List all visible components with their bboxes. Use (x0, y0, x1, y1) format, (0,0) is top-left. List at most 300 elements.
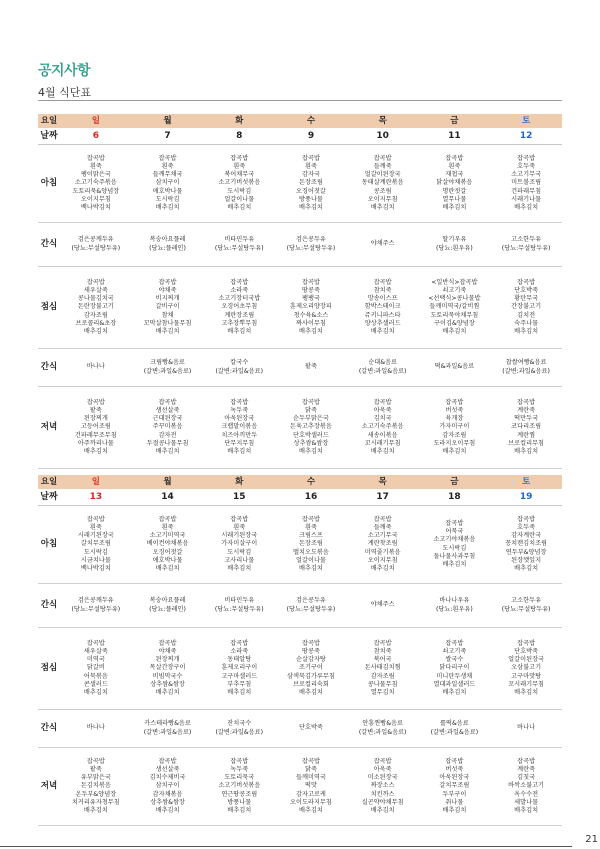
menu-item: 잡곡밥 (445, 639, 464, 647)
weekday-tue: 화 (203, 114, 275, 128)
title-divider (38, 100, 562, 101)
menu-item: 된장찌개 (155, 656, 180, 664)
menu-cell (275, 710, 347, 748)
menu-cell (419, 387, 491, 469)
menu-item: 단무지무침 (224, 439, 255, 447)
menu-item: 야채죽 (158, 286, 177, 294)
menu-item: 짜사이무침 (296, 319, 326, 327)
menu-item: 소고기무국 (367, 532, 398, 540)
menu-item: 바나나우유 (439, 597, 470, 605)
menu-item: 시래기된장국 (77, 532, 114, 540)
menu-cell (347, 628, 419, 710)
menu-item: 잡곡밥 (301, 639, 320, 647)
menu-item: 양상추샐러드 (364, 319, 401, 327)
menu-item: 팥죽 (89, 765, 102, 773)
menu-cell (60, 349, 132, 387)
lunch-row (38, 267, 562, 349)
menu-item: 잡곡밥 (301, 154, 320, 162)
menu-item: 배추김치 (155, 689, 180, 696)
menu-item: 도시락김 (83, 548, 108, 556)
menu-cell (203, 506, 275, 584)
menu-item: 순대&음료 (368, 359, 398, 367)
menu-item: 잡곡밥 (517, 639, 536, 647)
menu-item: 상추쌈&쌈장 (293, 439, 329, 447)
menu-item: 소고기야채볶음 (433, 536, 476, 544)
menu-item: 잡곡밥 (373, 639, 392, 647)
menu-item: 잡곡밥 (230, 154, 249, 162)
snack-label: 간식 (38, 223, 60, 267)
menu-cell (275, 223, 347, 267)
menu-item: 녹두죽 (230, 406, 249, 414)
date-cell: 8 (203, 128, 275, 145)
menu-item: (당뇨:무설탕두유) (286, 605, 336, 613)
menu-item: 치킨까스 (370, 790, 395, 798)
menu-item: 오이지무침 (367, 195, 398, 203)
menu-cell (275, 584, 347, 628)
weekday-sun: 일 (60, 114, 132, 128)
menu-item: 흰죽 (89, 523, 102, 531)
menu-item: 도시락김 (155, 195, 180, 203)
menu-item: 조기구이 (299, 664, 323, 672)
date-cell: 14 (132, 489, 204, 506)
menu-item: 참치죽 (373, 647, 392, 655)
menu-item: 배추김치 (227, 689, 252, 696)
menu-item: 어묵국 (445, 528, 464, 536)
date-label: 날짜 (38, 128, 60, 145)
menu-item: 잡곡밥 (445, 519, 464, 527)
menu-item: 배추김치 (299, 689, 323, 696)
weekday-mon: 월 (132, 475, 204, 489)
weekday-mon: 월 (132, 114, 204, 128)
menu-item: 구이김&양념장 (434, 319, 475, 327)
date-cell: 6 (60, 128, 132, 145)
menu-item: 배추김치 (227, 328, 252, 335)
menu-item: 상추쌈&쌈장 (150, 680, 185, 688)
weekday-header-row (38, 114, 562, 128)
menu-item: 청수육&소스 (293, 311, 329, 319)
menu-item: 브로콜리&초장 (75, 319, 117, 327)
menu-item: 백나박김치 (80, 565, 111, 572)
afternoon-snack-row (38, 710, 562, 748)
menu-item: 소고기버섯볶음 (218, 782, 261, 790)
menu-item: 잡곡밥 (373, 398, 392, 406)
menu-item: 새송이볶음 (367, 431, 398, 439)
menu-cell (275, 349, 347, 387)
menu-cell (203, 387, 275, 469)
menu-cell (203, 628, 275, 710)
menu-item: 감자채볶음 (152, 790, 183, 798)
menu-subtitle: 4월 식단표 (38, 86, 91, 99)
menu-item: 흰죽 (233, 523, 246, 531)
menu-item: (갈변:과일&음료) (215, 728, 264, 736)
lunch-row (38, 628, 562, 710)
menu-item: 얼갈이된장국 (364, 171, 401, 179)
menu-item: (당뇨:흰우유) (435, 605, 473, 613)
menu-item: 계란죽 (517, 765, 536, 773)
morning-snack-row (38, 584, 562, 628)
menu-cell (60, 145, 132, 223)
menu-item: 상추쌈&쌈장 (150, 798, 185, 806)
date-cell: 17 (347, 489, 419, 506)
menu-item: 갈비구이 (155, 303, 180, 311)
menu-item: 계란죽 (517, 406, 536, 414)
menu-item: 동태살계란볶음 (361, 179, 404, 187)
menu-cell (132, 628, 204, 710)
menu-item: 잡곡밥 (158, 278, 177, 286)
menu-item: 김치수제비국 (149, 774, 186, 782)
menu-item: 방풍나물 (227, 798, 252, 806)
date-cell: 10 (347, 128, 419, 145)
menu-item: 애호박나물 (152, 187, 183, 195)
page-number: 21 (585, 834, 598, 845)
menu-item: 꼬시래기무침 (508, 680, 545, 688)
menu-item: 건파래무침 (511, 187, 542, 195)
menu-item: 소라죽 (230, 286, 249, 294)
menu-item: 두부구이 (442, 790, 467, 798)
menu-item: 배추김치 (370, 328, 395, 335)
menu-item: 계란찻조림 (367, 540, 398, 548)
menu-cell (203, 748, 275, 826)
menu-item: 닭다리구이 (439, 664, 470, 672)
menu-item: 잡곡밥 (158, 515, 177, 523)
menu-item: 치즈아끼만두 (221, 431, 258, 439)
menu-item: (갈변:과일&음료) (358, 367, 407, 375)
menu-item: 멜치오도볶음 (293, 548, 329, 556)
menu-cell (132, 267, 204, 349)
menu-item: 백나박김치 (80, 204, 111, 211)
dinner-label: 저녁 (38, 387, 60, 469)
menu-item: 코다리조림 (511, 423, 542, 431)
menu-cell (490, 710, 562, 748)
menu-cell (275, 145, 347, 223)
menu-cell (60, 748, 132, 826)
menu-item: 김치전 (517, 311, 536, 319)
menu-item: 망송이스프 (367, 295, 398, 303)
lunch-label: 점심 (38, 267, 60, 349)
menu-item: 바나나 (86, 363, 105, 371)
menu-item: 고사리나물 (224, 556, 255, 564)
menu-item: 배추김치 (370, 565, 395, 572)
menu-item: (당뇨:무설탕두유) (214, 244, 264, 252)
footer-rule (0, 846, 572, 847)
menu-cell (490, 748, 562, 826)
menu-item: 쇠고기죽 (442, 647, 467, 655)
menu-item: 돈란장불고기 (77, 303, 114, 311)
menu-item: 잡곡밥 (86, 154, 105, 162)
date-cell: 19 (490, 489, 562, 506)
menu-item: 잡곡밥 (86, 639, 105, 647)
menu-item: 콘샐러드 (83, 680, 108, 688)
snack-label: 간식 (38, 349, 60, 387)
menu-cell (60, 584, 132, 628)
dinner-row (38, 387, 562, 469)
menu-item: 검은콩두유 (296, 236, 326, 244)
menu-item: 배추김치 (299, 807, 323, 814)
menu-item: 잡곡밥 (230, 639, 249, 647)
menu-item: 칼국수 (230, 359, 249, 367)
menu-item: 계란장조림 (224, 311, 255, 319)
menu-cell (490, 349, 562, 387)
menu-item: (갈변:과일&음료) (430, 728, 479, 736)
menu-item: 배추김치 (227, 204, 252, 211)
menu-item: (갈변:과일&음료) (502, 367, 550, 375)
menu-item: 배추김치 (155, 328, 180, 335)
menu-item: 배추김치 (514, 689, 539, 696)
menu-item: 복숭아요플레 (149, 236, 186, 244)
menu-item: 배추김치 (514, 328, 539, 335)
menu-item: 검은콩깨두유 (77, 236, 114, 244)
menu-item: 배추김치 (442, 560, 467, 568)
menu-item: 감자국 (301, 171, 320, 179)
menu-cell (275, 748, 347, 826)
menu-cell (132, 584, 204, 628)
menu-item: 오삼불고기 (511, 664, 542, 672)
menu-item: 감자조림 (442, 431, 467, 439)
menu-item: 흰죽 (161, 523, 174, 531)
menu-cell (132, 349, 204, 387)
menu-cell (275, 628, 347, 710)
menu-item: 어묵볶음 (83, 672, 108, 680)
menu-item: 오징어젓갈 (152, 548, 183, 556)
menu-item: 오징어초무침 (221, 303, 258, 311)
menu-cell (347, 748, 419, 826)
menu-cell (419, 584, 491, 628)
dinner-row (38, 748, 562, 826)
section-title: 공지사항 (38, 63, 91, 79)
menu-item: 들깨무채국 (152, 171, 183, 179)
menu-item: 아욱죽 (373, 765, 392, 773)
menu-cell (132, 710, 204, 748)
menu-item: 들깨죽 (373, 523, 392, 531)
menu-item: (당뇨:무설탕두유) (214, 605, 264, 613)
date-row (38, 128, 562, 145)
menu-cell (419, 506, 491, 584)
menu-item: 복숭아요플레 (149, 597, 186, 605)
menu-cell (347, 506, 419, 584)
date-cell: 12 (490, 128, 562, 145)
menu-item: 잡곡밥 (86, 278, 105, 286)
menu-item: 도토리묵&양념장 (72, 187, 120, 195)
menu-item: 치커리유자청무침 (71, 798, 120, 806)
menu-item: 단호박샐러드 (293, 431, 329, 439)
menu-item: 감자계란국 (511, 532, 542, 540)
menu-item: 동태알탕 (227, 656, 252, 664)
menu-item: (당뇨:흰우유) (435, 244, 473, 252)
morning-snack-row (38, 223, 562, 267)
menu-item: (갈변:과일&음료) (143, 728, 192, 736)
menu-item: 배추김치 (442, 328, 467, 335)
menu-cell (60, 506, 132, 584)
menu-item: 재첩국 (445, 171, 464, 179)
menu-item: 아욱된장국 (439, 774, 470, 782)
menu-cell (275, 267, 347, 349)
menu-item: 배추김치 (514, 565, 539, 572)
menu-item: 훈제오리양장피 (290, 303, 332, 311)
menu-item: <일반식>잡곡밥 (431, 278, 478, 286)
menu-item: 비지찌개 (155, 295, 180, 303)
menu-item: 잡곡밥 (517, 154, 536, 162)
menu-item: 새우살죽 (83, 647, 108, 655)
menu-cell (203, 584, 275, 628)
menu-item: 소고기무국 (511, 171, 542, 179)
menu-item: 배추김치 (299, 565, 323, 572)
menu-item: 명란젓갈 (442, 187, 467, 195)
menu-item: 배추김치 (155, 448, 180, 455)
menu-item: 팥죽 (89, 406, 102, 414)
menu-item: 열무나물 (442, 195, 467, 203)
menu-cell (132, 387, 204, 469)
menu-item: 두절콩나물무침 (146, 439, 189, 447)
menu-item: 녹두죽 (230, 765, 249, 773)
menu-item: 야채주스 (370, 601, 395, 609)
menu-item: 쥬키니파스타 (364, 311, 401, 319)
menu-item: 고구마샐러드 (221, 672, 258, 680)
menu-item: 온두부&양념장 (75, 790, 117, 798)
menu-item: 잡곡밥 (301, 757, 320, 765)
menu-item: 도시락김 (442, 544, 467, 552)
menu-cell (60, 710, 132, 748)
menu-item: 호두죽 (517, 523, 536, 531)
menu-item: 잡곡밥 (86, 398, 105, 406)
menu-item: 시래기된장국 (221, 532, 258, 540)
menu-item: 오이지무침 (80, 195, 111, 203)
menu-item: 잡곡밥 (230, 757, 249, 765)
menu-item: 아욱된장국 (224, 415, 255, 423)
menu-cell (203, 145, 275, 223)
menu-item: 미트볼조림 (511, 179, 542, 187)
menu-item: 유부맑은국 (80, 774, 111, 782)
menu-cell (347, 223, 419, 267)
menu-item: (갈변:과일&음료) (358, 728, 407, 736)
snack-label: 간식 (38, 584, 60, 628)
menu-cell (132, 145, 204, 223)
menu-item: 잡곡밥 (517, 757, 536, 765)
menu-item: 바나나 (86, 724, 105, 732)
menu-cell (347, 349, 419, 387)
menu-item: 배추김치 (442, 204, 467, 211)
menu-item: 배추김치 (370, 807, 395, 814)
menu-item: 배추김치 (514, 448, 539, 455)
menu-item: 흰죽 (161, 162, 174, 170)
menu-item: 바나나 (517, 724, 536, 732)
menu-item: 크랩말이볶음 (221, 423, 258, 431)
weekday-sun: 일 (60, 475, 132, 489)
menu-item: 연두부&양념장 (505, 548, 547, 556)
menu-item: 고소한두유 (511, 597, 542, 605)
dinner-label: 저녁 (38, 748, 60, 826)
menu-item: 소고기미역국 (149, 532, 186, 540)
menu-cell (347, 387, 419, 469)
menu-item: 잔치국수 (227, 720, 252, 728)
menu-item: 들깨미역국/갈비찜 (429, 303, 480, 311)
menu-item: 간장불고기 (511, 303, 542, 311)
menu-item: 배추김치 (514, 204, 539, 211)
menu-item: 목살간장구이 (149, 664, 186, 672)
menu-item: 오이지무침 (367, 556, 398, 564)
snack-label: 간식 (38, 710, 60, 748)
afternoon-snack-row (38, 349, 562, 387)
menu-item: 훈제오리구이 (221, 664, 258, 672)
menu-table-week-1 (38, 114, 562, 469)
date-cell: 11 (419, 128, 491, 145)
menu-cell (203, 349, 275, 387)
menu-item: 주꾸미볶음 (152, 423, 183, 431)
menu-item: 아주까리나물 (77, 439, 114, 447)
menu-item: 잡곡밥 (373, 757, 392, 765)
menu-item: 잡곡밥 (517, 515, 536, 523)
menu-item: 야채죽 (158, 647, 177, 655)
menu-item: 근대된장국 (152, 415, 183, 423)
menu-item: 소고기숙주볶음 (74, 179, 117, 187)
menu-item: 미역줄기볶음 (364, 548, 401, 556)
menu-item: 가자미구이 (439, 423, 470, 431)
menu-item: 미소된장국 (367, 774, 398, 782)
menu-cell (203, 267, 275, 349)
menu-item: 참치죽 (373, 286, 392, 294)
menu-cell (490, 267, 562, 349)
menu-item: 버섯죽 (445, 765, 464, 773)
menu-item: 배추김치 (227, 807, 252, 814)
menu-item: 잡곡밥 (373, 515, 392, 523)
menu-item: 배추김치 (299, 328, 323, 335)
menu-item: 생선살죽 (155, 765, 180, 773)
menu-item: 비타민두유 (224, 597, 255, 605)
menu-item: 크림빵&음료 (150, 359, 185, 367)
menu-item: 열대과일샐러드 (433, 680, 476, 688)
menu-item: 팥죽 (304, 363, 317, 371)
menu-item: 가자미살구이 (221, 540, 258, 548)
menu-item: 잡곡밥 (373, 154, 392, 162)
menu-item: 배추김치 (155, 807, 180, 814)
menu-item: 배추김치 (370, 448, 395, 455)
menu-item: 배추김치 (83, 328, 108, 335)
menu-cell (132, 748, 204, 826)
menu-item: 배추김치 (442, 807, 467, 814)
menu-item: 호두죽 (517, 162, 536, 170)
menu-item: 닭죽 (304, 765, 317, 773)
menu-item: 김치국 (373, 415, 392, 423)
menu-item: 감자전 (158, 431, 177, 439)
menu-item: 아욱죽 (373, 406, 392, 414)
menu-item: 잡곡밥 (86, 757, 105, 765)
menu-item: 옥수수전 (514, 790, 539, 798)
menu-item: 땅콩죽 (301, 647, 320, 655)
menu-item: 도라지오이무침 (433, 439, 476, 447)
menu-item: 감자고로케 (296, 790, 326, 798)
date-cell: 9 (275, 128, 347, 145)
menu-item: 단호박죽 (514, 647, 539, 655)
menu-item: 배추김치 (83, 807, 108, 814)
menu-item: (당뇨:무설탕두유) (501, 244, 551, 252)
menu-item: (당뇨:무설탕두유) (501, 605, 551, 613)
date-row (38, 489, 562, 506)
day-label: 요일 (38, 475, 60, 489)
menu-item: 부추무침 (227, 680, 252, 688)
menu-item: 딸기우유 (442, 236, 467, 244)
menu-item: 브로컬리무침 (508, 439, 545, 447)
menu-item: 쇠고기죽 (442, 286, 467, 294)
menu-item: 잡곡밥 (445, 757, 464, 765)
menu-item: 잡곡밥 (230, 515, 249, 523)
menu-item: 크림스프 (299, 532, 323, 540)
menu-item: 미니탄두생채 (436, 672, 473, 680)
menu-item: 단호박죽 (299, 724, 323, 732)
menu-item: 실곤약야채무침 (361, 798, 404, 806)
menu-item: 비빔막국수 (152, 672, 183, 680)
menu-item: 야채주스 (370, 240, 395, 248)
menu-item: 잡곡밥 (158, 757, 177, 765)
menu-cell (490, 584, 562, 628)
